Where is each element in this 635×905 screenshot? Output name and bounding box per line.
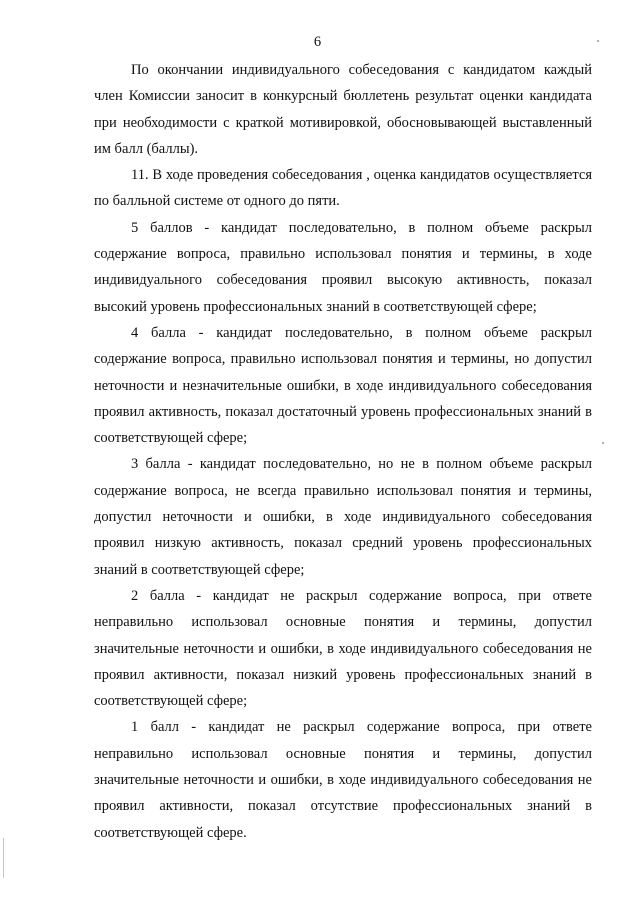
page-number: 6 [313, 34, 322, 50]
document-body [94, 57, 592, 846]
scan-edge-mark [3, 838, 4, 878]
paragraph-score-5: 5 баллов - кандидат последовательно, в полном объеме раскрыл содержание вопроса, правильно использовал понятия и термины, в ходе индивидуального собеседования проявил высокую активность, показал высокий уровень профессиональных знаний в соответствующей сфере; [94, 219, 592, 315]
paragraph-scoring-system: 11. В ходе проведения собеседования , оценка кандидатов осуществляется по балльной системе от одного до пяти. [94, 167, 592, 210]
paragraph-score-3: 3 балла - кандидат последовательно, но не в полном объеме раскрыл содержание вопроса, не всегда правильно использовал понятия и термины, допустил неточности и ошибки, в ходе индивидуального собеседования проявил низкую активность, показал средний уровень профессиональных знаний в соответствующей сфере; [94, 456, 592, 578]
paragraph-score-2: 2 балла - кандидат не раскрыл содержание вопроса, при ответе неправильно использовал основные понятия и термины, допустил значительные неточности и ошибки, в ходе индивидуального собеседования не проявил активности, показал низкий уровень профессиональных знаний в соответствующей сфере; [94, 587, 592, 710]
scan-speck [597, 40, 599, 42]
paragraph-score-1: 1 балл - кандидат не раскрыл содержание вопроса, при ответе неправильно использовал основные понятия и термины, допустил значительные неточности и ошибки, в ходе индивидуального собеседования не проявил активности, показал отсутствие профессиональных знаний в соответствующей сфере. [94, 719, 592, 841]
paragraph-score-4: 4 балла - кандидат последовательно, в полном объеме раскрыл содержание вопроса, правильно использовал понятия и термины, но допустил неточности и незначительные ошибки, в ходе индивидуального собеседования проявил активность, показал достаточный уровень профессиональных знаний в соответствующей сфере; [94, 324, 592, 447]
paragraph-commission-ballot: По окончании индивидуального собеседования с кандидатом каждый член Комиссии заносит в конкурсный бюллетень результат оценки кандидата при необходимости с краткой мотивировкой, обосновывающей выставленный им балл (баллы). [94, 62, 592, 157]
scan-speck [602, 442, 604, 444]
